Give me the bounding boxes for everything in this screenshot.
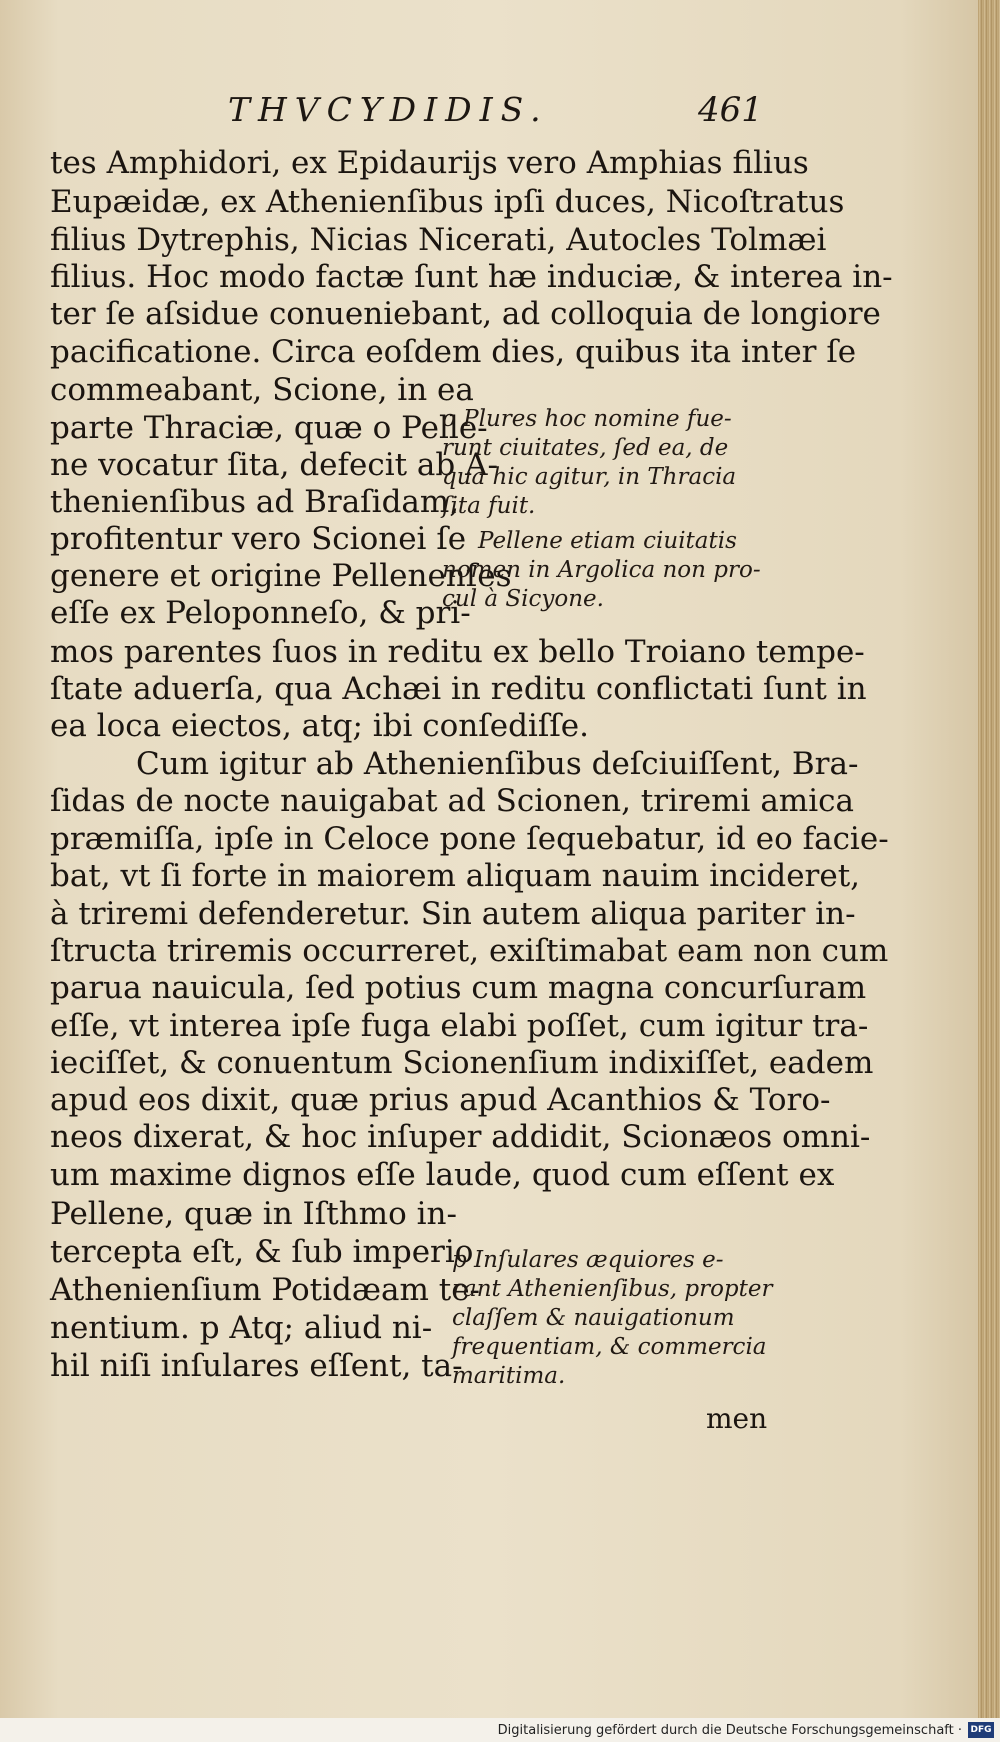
text-line: Pellene, quæ in Iſthmo in- bbox=[50, 1196, 457, 1232]
text-line: genere et origine Pellenenſes bbox=[50, 558, 512, 594]
text-line: um maxime dignos eſſe laude, quod cum eſſent ex bbox=[50, 1157, 835, 1193]
text-line: ea loca eiectos, atq; ibi conſediſſe. bbox=[50, 708, 589, 744]
marginal-note: maritima. bbox=[452, 1363, 566, 1389]
text-line: eſſe, vt interea ipſe fuga elabi poſſet, cum igitur tra- bbox=[50, 1008, 869, 1044]
catchword: men bbox=[706, 1402, 768, 1435]
text-line: mos parentes ſuos in reditu ex bello Troiano tempe- bbox=[50, 634, 865, 670]
page-number: 461 bbox=[698, 90, 763, 130]
marginal-note: Pellene etiam ciuitatis bbox=[478, 528, 737, 554]
text-line: filius. Hoc modo factæ ſunt hæ induciæ, & interea in- bbox=[50, 259, 893, 295]
footer-credit: Digitalisierung gefördert durch die Deutsche Forschungsgemeinschaft · bbox=[497, 1723, 962, 1738]
text-line: tercepta eſt, & ſub imperio bbox=[50, 1234, 474, 1270]
text-line: Athenienſium Potidæam te- bbox=[50, 1272, 481, 1308]
book-fore-edge bbox=[978, 0, 1000, 1742]
text-line: pacificatione. Circa eoſdem dies, quibus ita inter ſe bbox=[50, 334, 857, 370]
marginal-note: cul à Sicyone. bbox=[442, 586, 604, 612]
dfg-logo-icon: DFG bbox=[968, 1722, 994, 1738]
digitization-footer bbox=[0, 1718, 1000, 1742]
text-line: bat, vt ſi forte in maiorem aliquam nauim incideret, bbox=[50, 858, 861, 894]
text-line: præmiſſa, ipſe in Celoce pone ſequebatur, id eo facie- bbox=[50, 821, 889, 857]
text-line: à triremi defenderetur. Sin autem aliqua pariter in- bbox=[50, 896, 856, 932]
text-line: thenienſibus ad Braſidam, bbox=[50, 484, 460, 520]
running-head: THVCYDIDIS. bbox=[228, 90, 549, 129]
text-line: tes Amphidori, ex Epidaurijs vero Amphias filius bbox=[50, 145, 809, 181]
text-line: ſtructa triremis occurreret, exiſtimabat eam non cum bbox=[50, 933, 889, 969]
text-line: neos dixerat, & hoc inſuper addidit, Scionæos omni- bbox=[50, 1119, 871, 1155]
text-line: parte Thraciæ, quæ o Pelle- bbox=[50, 410, 488, 446]
text-line: hil niſi inſulares eſſent, ta- bbox=[50, 1348, 463, 1384]
text-line: Cum igitur ab Athenienſibus deſciuiſſent, Bra- bbox=[136, 746, 859, 782]
text-line: ſidas de nocte nauigabat ad Scionen, triremi amica bbox=[50, 783, 854, 819]
text-line: ſtate aduerſa, qua Achæi in reditu conflictati ſunt in bbox=[50, 671, 867, 707]
text-line: profitentur vero Scionei ſe bbox=[50, 521, 467, 557]
marginal-note: frequentiam, & commercia bbox=[452, 1334, 767, 1360]
text-line: apud eos dixit, quæ prius apud Acanthios & Toro- bbox=[50, 1082, 831, 1118]
marginal-note: nomen in Argolica non pro- bbox=[442, 557, 761, 583]
text-line: eſſe ex Peloponneſo, & pri- bbox=[50, 595, 471, 631]
text-line: parua nauicula, ſed potius cum magna concurſuram bbox=[50, 970, 867, 1006]
text-line: filius Dytrephis, Nicias Nicerati, Autocles Tolmæi bbox=[50, 222, 827, 258]
text-line: ter ſe aſsidue conueniebant, ad colloquia de longiore bbox=[50, 296, 881, 332]
marginal-note: p Inſulares æquiores e- bbox=[452, 1247, 724, 1273]
text-line: Eupæidæ, ex Athenienſibus ipſi duces, Nicoſtratus bbox=[50, 184, 845, 220]
text-line: commeabant, Scione, in ea bbox=[50, 372, 474, 408]
marginal-note: o Plures hoc nomine fue- bbox=[442, 406, 732, 432]
marginal-note: ſita fuit. bbox=[442, 493, 536, 519]
marginal-note: runt ciuitates, ſed ea, de bbox=[442, 435, 729, 461]
marginal-note: qua hic agitur, in Thracia bbox=[442, 464, 737, 490]
marginal-note: rant Athenienſibus, propter bbox=[452, 1276, 773, 1302]
marginal-note: claſſem & nauigationum bbox=[452, 1305, 735, 1331]
text-line: ieciſſet, & conuentum Scionenſium indixiſſet, eadem bbox=[50, 1045, 874, 1081]
text-line: nentium. p Atq; aliud ni- bbox=[50, 1310, 433, 1346]
text-line: ne vocatur ſita, defecit ab A- bbox=[50, 447, 498, 483]
